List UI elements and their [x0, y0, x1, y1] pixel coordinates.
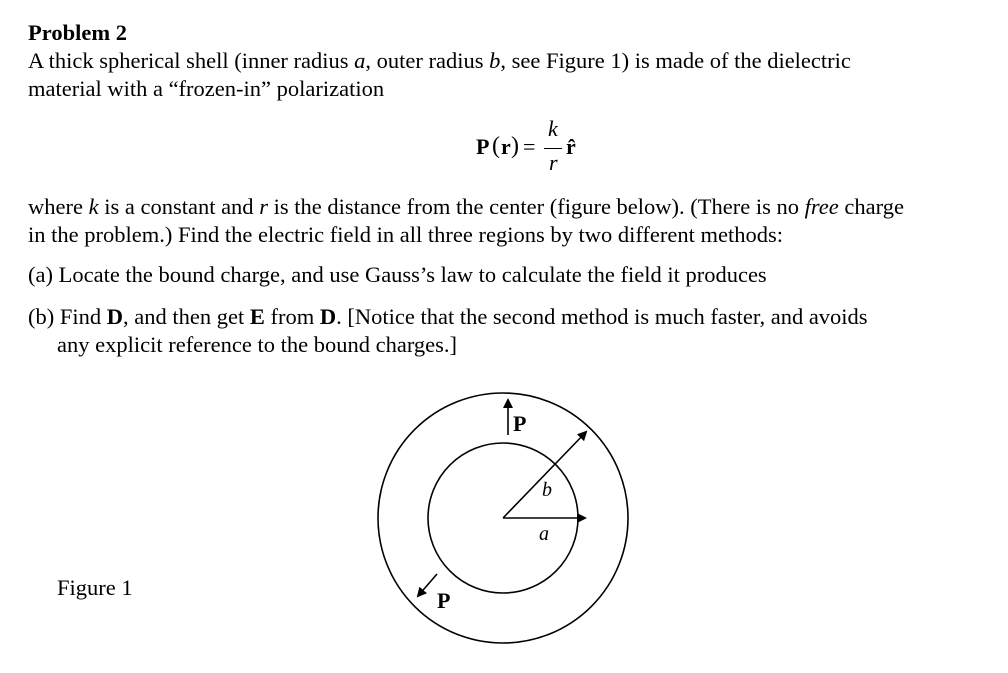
equation-denominator-r: r	[549, 150, 558, 175]
equation-paren-close: )	[511, 133, 519, 159]
figure-caption: Figure 1	[57, 575, 133, 600]
text-segment: where	[28, 194, 89, 219]
variable-b: b	[489, 48, 501, 73]
part-b-continuation: any explicit reference to the bound charges.]	[57, 332, 458, 357]
label-P-top: P	[513, 411, 527, 436]
part-a-text: (a) Locate the bound charge, and use Gauss’s law to calculate the field it produces	[28, 262, 767, 287]
variable-a: a	[354, 48, 366, 73]
equation-unit-vector: r̂	[566, 134, 576, 159]
text-segment: . [Notice that the second method is much faster, and avoids	[336, 304, 868, 329]
symbol-D: D	[106, 304, 123, 329]
variable-r: r	[259, 194, 268, 219]
problem-title: Problem 2	[28, 20, 127, 45]
text-segment: , outer radius	[365, 48, 490, 73]
symbol-D: D	[319, 304, 337, 329]
variable-k: k	[88, 194, 99, 219]
polarization-arrow-bottom	[418, 574, 437, 596]
text-segment: is a constant and	[98, 194, 260, 219]
text-segment: , see Figure 1) is made of the dielectric	[500, 48, 851, 73]
text-segment: charge	[838, 194, 904, 219]
text-segment: from	[264, 304, 320, 329]
label-P-bottom: P	[437, 588, 451, 613]
equation-equals: =	[523, 134, 536, 159]
symbol-E: E	[249, 304, 265, 329]
label-a: a	[539, 523, 549, 545]
equation-paren-open: (	[492, 133, 500, 159]
radius-b-arrow	[503, 432, 586, 518]
label-b: b	[542, 479, 552, 501]
text-segment: (b) Find	[28, 304, 107, 329]
equation-P: P	[476, 134, 490, 159]
text-segment: is the distance from the center (figure below). (There is no	[267, 194, 805, 219]
problem-text-line-4: in the problem.) Find the electric field in all three regions by two different methods:	[28, 222, 784, 247]
equation-numerator-k: k	[548, 116, 558, 141]
emphasis-free: free	[804, 194, 839, 219]
text-segment: , and then get	[123, 304, 250, 329]
equation-arg-r: r	[501, 134, 511, 159]
problem-text-line-2: material with a “frozen-in” polarization	[28, 76, 385, 101]
text-segment: A thick spherical shell (inner radius	[28, 48, 355, 73]
